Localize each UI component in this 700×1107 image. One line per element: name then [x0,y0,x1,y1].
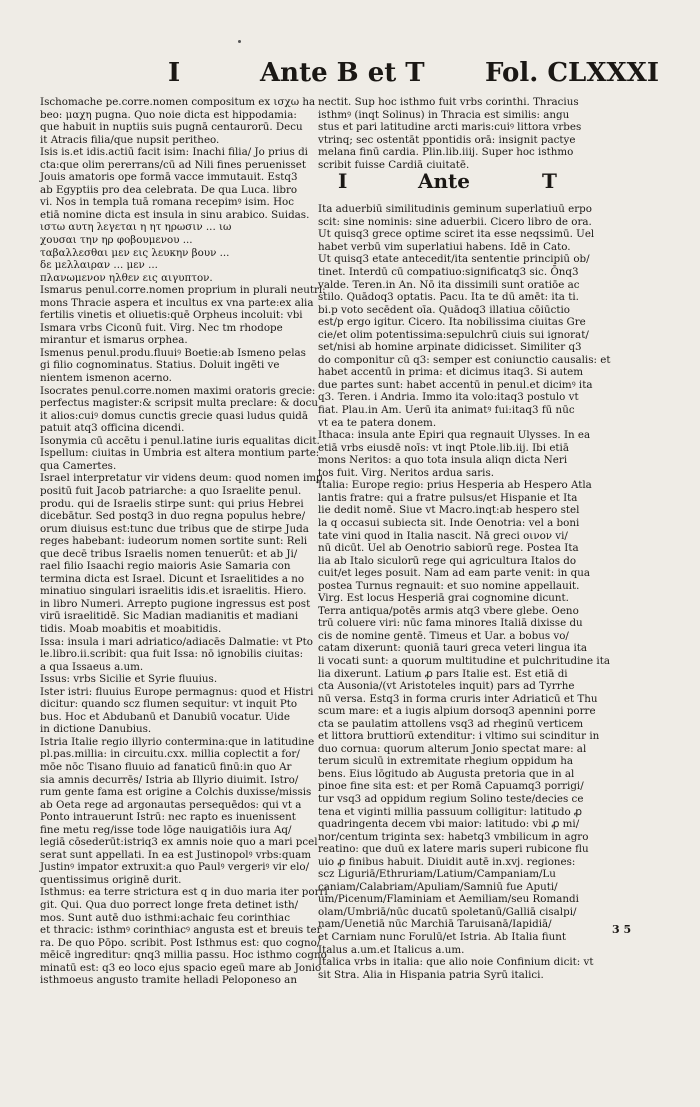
text-line: scum mare: et a iugis alpium dorsoq3 apennini porre [318,705,596,718]
text-line: rum gente fama est origine a Colchis duxisse/missis [40,786,312,799]
text-line: Ispellum: ciuitas in Umbria est altera montium parte: [40,447,320,460]
text-line: dicitur: quando scz flumen sequitur: vt inquit Pto [40,698,298,711]
text-line: Jouis amatoris ope formā vacce immutauit. Estq3 [40,171,298,184]
text-line: dicebātur. Sed postq3 in duo regna populus hebre/ [40,510,306,523]
text-line: catam dixerunt: quoniā tauri greca veteri lingua ita [318,642,588,655]
text-line: fertilis vinetis et oliuetis:quē Orpheus incoluit: vbi [40,309,303,322]
text-line: le.libro.ii.scribit: qua fuit Issa: nō ignobilis ciuitas: [40,648,304,661]
text-line: patuit atq3 officina dicendi. [40,422,185,435]
text-line: nam/Uenetiā nūc Marchiā Taruisanā/Iapidiā/ [318,918,552,931]
text-line: ταβαλλεσθαι μεν εις λευκην βουν ... [40,246,230,259]
text-line: virū israelitidē. Sic Madian madianitis et madiani [40,610,299,623]
text-line: it alios:cuiꝰ domus cunctis grecie quasi ludus quidā [40,409,309,422]
text-line: lia dixerunt. Latium ꝓ pars Italie est. Est etiā di [318,667,568,680]
running-header [140,58,660,92]
text-line: que decē tribus Israelis nomen tenuerūt: et ab Ji/ [40,547,298,560]
text-line: Ut quisq3 grece optime sciret ita esse neqssimū. Uel [318,228,595,241]
text-line: terum siculū in extremitate rhegium oppidum ha [318,755,573,768]
text-line: vtrinq; sec ostentāt ppontidis orā: insignit pactye [318,133,576,146]
text-line: tinet. Interdū cū compatiuo:significatq3 sic. Ōnq3 [318,266,579,279]
text-line: χουσαι την ηρ φοβουμενου ... [40,234,193,247]
text-line: Isocrates penul.corre.nomen maximi oratoris grecie: [40,384,316,397]
right-column-bottom-lines [318,203,650,981]
text-line: stilo. Quādoq3 optatis. Pacu. Ita te dū amēt: ita ti. [318,291,579,304]
text-line: Isthmus: ea terre strictura est q in duo maria iter porri [40,886,328,899]
text-line: la q occasui subiecta sit. Inde Oenotria: vel a boni [318,516,580,529]
text-line: rael filio Isaachi regio maioris Asie Samaria con [40,560,291,573]
text-line: um/Picenum/Flaminiam et Aemiliam/seu Romandi [318,893,579,906]
text-line: legiā cōsederūt:istriq3 ex amnis noie quo a mari pcel [40,836,318,849]
subheader-word: Ante [418,169,471,194]
text-line: tena et viginti millia passuum colligitur: latitudo ꝓ [318,805,582,818]
text-line: Justinꝰ impator extruxit:a quo Paulꝰ vergeriꝰ vir elo/ [40,861,310,874]
text-line: Italica vrbs in italia: que alio noie Confinium dicit: vt [318,956,594,969]
text-line: Terra antiqua/potēs armis atq3 vbere glebe. Oeno [318,604,579,617]
text-line: perfectus magister:& scripsit multa preclare: & docu [40,397,319,410]
subheader-letter: I [338,169,348,194]
text-line: Virg. Est locus Hesperiā grai cognomine dicunt. [318,592,569,605]
text-line: minatiuo singulari israelitis idis.et israelitis. Hiero. [40,585,307,598]
text-line: tur vsq3 ad oppidum regium Solino teste/decies ce [318,792,584,805]
text-line: que habuit in nuptiis suis pugnā centaurorū. Decu [40,121,303,134]
text-line: Italus a.um.et Italicus a.um. [318,943,465,956]
text-line: isthmꝰ (inqt Solinus) in Thracia est similis: angu [318,108,570,121]
text-line: postea Turnus regnauit: et suo nomine appellauit. [318,579,580,592]
text-line: Israel interpretatur vir videns deum: quod nomen imꝑ [40,472,323,485]
text-line: est/p ergo igitur. Cicero. Ita nobilissima ciuitas Gre [318,316,586,329]
text-line: trū coluere viri: nūc fama minores Italiā dixisse du [318,617,583,630]
text-line: nientem ismenon acerno. [40,372,172,385]
text-line: et thracic: isthmꝰ corinthiacꝰ angusta est et breuis ter [40,924,322,937]
text-line: due partes sunt: habet accentū in penul.et dicimꝰ ita [318,378,593,391]
text-line: stus et pari latitudine arcti maris:cuiꝰ littora vrbes [318,121,582,134]
text-line: Ita aduerbiū similitudinis geminum superlatiuū erpo [318,203,592,216]
text-line: git. Qui. Qua duo porrect longe freta detinet isth/ [40,899,299,911]
text-line: Ismarus penul.corre.nomen proprium in plurali neutri: [40,284,326,297]
text-line: isthmoeus angusto tramite helladi Peloponeso an [40,974,297,987]
text-line: sit Stra. Alia in Hispania patria Syrū italici. [318,968,544,981]
text-line: fiat. Plau.in Am. Uerū ita animatꝰ fui:itaq3 fū nūc [318,404,575,417]
left-column-lines [40,96,328,987]
text-line: cta:que olim pererrans/cū ad Nili fines peruenisset [40,158,307,171]
text-line: do componitur cū q3: semper est coniunctio causalis: et [318,353,611,366]
text-line: reges habebant: iudeorum nomen sortite sunt: Reli [40,535,308,548]
text-line: bi.p voto secēdent oīa. Quādoq3 illatiua cōiūctio [318,303,570,316]
text-line: cuit/et leges posuit. Nam ad eam parte venit: in qua [318,567,591,580]
text-line: cis de nomine gentē. Timeus et Uar. a bobus vo/ [318,629,569,642]
text-line: li vocati sunt: a quorum multitudine et pulchritudine ita [318,654,610,667]
text-line: scribit fuisse Cardiā ciuitatē. [318,158,470,171]
signature-mark: 3 5 [612,923,632,936]
text-line: nor/centum triginta sex: habetq3 vmbilicum in agro [318,830,589,843]
text-line: Ithaca: insula ante Epiri qua regnauit Ulysses. In ea [318,429,591,442]
text-line: bus. Hoc et Abdubanū et Danubiū vocatur. Uide [40,710,290,723]
text-line: Italia: Europe regio: prius Hesperia ab Hespero Atla [318,479,592,492]
text-line: Isis is.et idis.actiū facit isim: Inachi filia/ Jo prius di [40,146,308,159]
text-line: qua Camertes. [40,459,117,472]
text-line: valde. Teren.in An. Nō ita dissimili sunt oratiōe ac [318,278,580,291]
text-line: etiā vrbs eiusdē noīs: vt inqt Ptole.lib.iij. Ibi etiā [318,441,569,454]
text-line: mēicē ingreditur: qnq3 millia passu. Hoc isthmo cogno [40,949,327,962]
text-line: et littora bruttiorū extenditur: i vltimo sui scinditur in [318,730,600,743]
text-line: orum diuisus est:tunc due tribus que de stirpe Juda [40,522,309,535]
text-line: sia amnis decurrēs/ Istria ab Illyrio diuimit. Istro/ [40,773,299,786]
text-line: tate vini quod in Italia nascit. Nā greci οινον vi/ [318,529,568,542]
text-line: Ponto intrauerunt Istrū: nec rapto es inuenissent [40,811,296,824]
text-line: ra. De quo Pōpo. scribit. Post Isthmus est: quo cogno/ [40,936,321,949]
text-line: πλανωμενον ηλθεν εις αιγυπτον. [40,271,213,284]
text-line: olam/Umbriā/nūc ducatū spoletanū/Galliā cisalpi/ [318,905,577,918]
text-line: mōe nōc Tisano fluuio ad fanaticū finū:in quo Ar [40,760,292,773]
text-line: uio ꝓ finibus habuit. Diuidit autē in.xvj. regiones: [318,855,576,868]
header-folio: Fol. CLXXXI [485,58,660,88]
text-line: reatino: que duū ex latere maris superi rubicone flu [318,843,589,856]
text-line: lantis fratre: qui a fratre pulsus/et Hispanie et Ita [318,491,578,504]
text-line: fine metu reg/isse tode lōge nauigatiōis iura Aq/ [40,823,292,836]
text-line: δε μελλαιραν ... μεν ... [40,259,158,272]
text-line: ab Oeta rege ad argonautas persequēdos: qui vt a [40,798,302,811]
text-line: mons Neritos: a quo tota insula aliqn dicta Neri [318,454,568,467]
text-line: Ismara vrbs Ciconū fuit. Virg. Nec tm rhodope [40,321,283,334]
text-line: vi. Nos in templa tuā romana recepimꝰ isim. Hoc [40,196,295,209]
text-line: caniam/Calabriam/Apuliam/Samniū fue Aputi/ [318,880,558,893]
text-line: mos. Sunt autē duo isthmi:achaic feu corinthiac [40,911,290,924]
left-column [40,96,328,1011]
text-line: nectit. Sup hoc isthmo fuit vrbs corinthi. Thracius [318,96,579,108]
text-line: in libro Numeri. Arrepto pugione ingressus est post [40,597,311,610]
text-line: melana finū cardia. Plin.lib.iiij. Super hoc isthmo [318,146,574,159]
text-line: gi filio cognominatus. Statius. Doluit ingēti ve [40,359,280,372]
text-line: set/nisi ab homine arpinate didicisset. Similiter q3 [318,341,582,354]
text-line: Ut quisq3 etate antecedit/ita sententie principiū ob/ [318,253,590,266]
text-line: etiā nomine dicta est insula in sinu arabico. Suidas. [40,208,310,221]
text-line: termina dicta est Israel. Dicunt et Israelitides a no [40,572,305,585]
text-line: habet verbū vim superlatiui habens. Idē in Cato. [318,240,571,253]
text-line: tidis. Moab moabitis et moabitidis. [40,622,222,635]
text-line: Ismenus penul.produ.fluuiꝰ Boetie:ab Ismeno pelas [40,346,306,359]
text-line: beo: μαχη pugna. Quo noie dicta est hippodamia: [40,108,297,121]
text-line: Isonymia cū accētu i penul.latine iuris equalitas dicit. [40,434,320,447]
text-line: nū dicūt. Uel ab Oenotrio sabiorū rege. Postea Ita [318,542,579,555]
text-line: a qua Issaeus a.um. [40,660,144,673]
text-line: bens. Eius lōgitudo ab Augusta pretoria que in al [318,767,575,780]
text-line: cta Ausonia/(vt Aristoteles inquit) pars ad Tyrrhe [318,680,575,693]
text-line: scz Liguriā/Ethruriam/Latium/Campaniam/Lu [318,868,556,881]
text-line: in dictione Danubius. [40,723,152,736]
text-line: quadringenta decem vbi maior: latitudo: vbi ꝓ mi/ [318,818,580,831]
right-column-top-lines [318,96,650,171]
section-subheader [318,169,650,199]
text-line: tos fuit. Virg. Neritos ardua saris. [318,466,495,479]
text-line: minatū est: q3 eo loco ejus spacio egeū mare ab Jonio [40,961,322,974]
text-line: Ischomache pe.corre.nomen compositum ex ισχω ha [40,96,316,108]
text-line: cta se paulatim attollens vsq3 ad rheginū verticem [318,717,584,730]
text-line: ιστω αυτη λεγεται η ητ ηρωσιν ... ιω [40,221,232,234]
header-letter: I [168,58,181,88]
text-line: duo cornua: quorum alterum Jonio spectat mare: al [318,742,587,755]
text-line: positū fuit Jacob patriarche: a quo Israelite penul. [40,484,302,497]
text-line: ab Egyptiis pro dea celebrata. De qua Luca. libro [40,183,298,196]
text-line: cie/et olim potentissima:sepulchrū ciuis sui ignorat/ [318,328,589,341]
text-line: nū versa. Estq3 in forma cruris inter Adriaticū et Thu [318,692,598,705]
text-line: Issus: vrbs Sicilie et Syrie fluuius. [40,673,218,686]
text-line: serat sunt appellati. In ea est Justinopolꝰ vrbs:quam [40,848,311,861]
subheader-mark: T [542,169,557,194]
text-line: scit: sine nominis: sine aduerbii. Cicero libro de ora. [318,215,592,228]
text-line: mons Thracie aspera et incultus ex vna parte:ex alia [40,296,314,309]
header-words: Ante B et T [260,58,425,88]
text-line: pl.pas.millia: in circuitu.cxx. millia coplectit a for/ [40,748,300,761]
text-line: Ister istri: fluuius Europe permagnus: quod et Histri [40,685,314,698]
text-line: q3. Teren. i Andria. Immo ita volo:itaq3 postulo vt [318,391,579,404]
text-line: produ. qui de Israelis stirpe sunt: qui prius Hebrei [40,497,304,510]
text-line: mirantur et ismarus orphea. [40,334,188,347]
text-line: quentissimus originē durit. [40,873,182,886]
text-line: it Atracis filia/que nupsit peritheo. [40,133,220,146]
text-line: et Carniam nunc Forulū/et Istria. Ab Italia fiunt [318,931,567,943]
text-line: habet accentū in prima: et dicimus itaq3. Si autem [318,366,584,379]
text-line: Istria Italie regio illyrio contermina:que in latitudine [40,735,315,748]
text-line: vt ea te patera donem. [318,416,437,429]
ink-dot [238,40,241,43]
text-line: Issa: insula i mari adriatico/adiacēs Dalmatie: vt Pto [40,635,313,648]
text-line: pinoe fine sita est: et per Romā Capuamq3 porrigi/ [318,780,584,793]
text-line: lia ab Italo siculorū rege qui agricultura Italos do [318,554,577,567]
text-line: lie dedit nomē. Siue vt Macro.inqt:ab hespero stel [318,504,580,517]
